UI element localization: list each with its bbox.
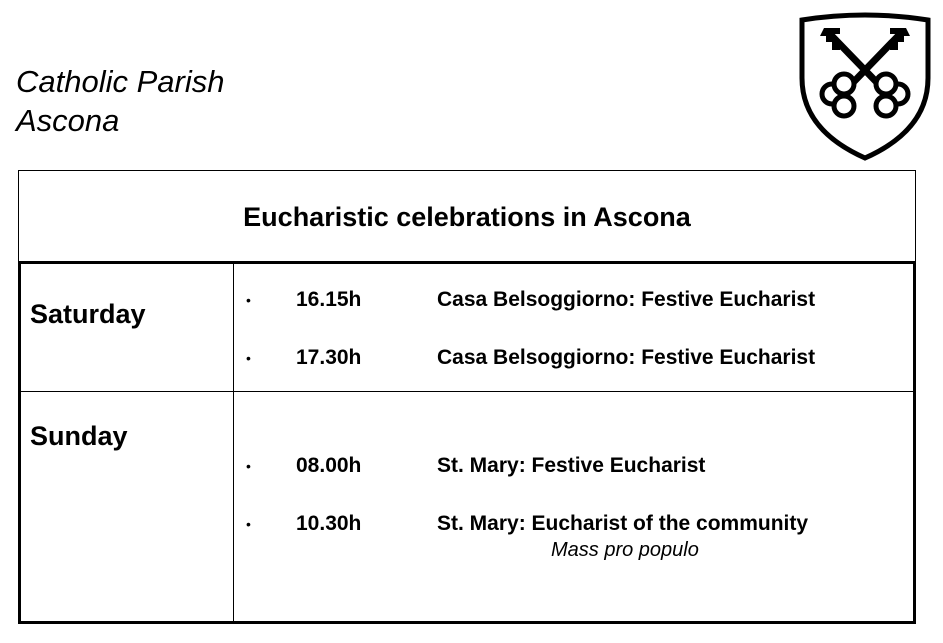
schedule-table: [18, 170, 916, 624]
service-time: 08.00h: [296, 454, 362, 477]
service-time: 10.30h: [296, 512, 362, 535]
service-note: Mass pro populo: [551, 539, 699, 561]
parish-name-line-1: Catholic Parish: [16, 64, 225, 99]
column-divider: [233, 264, 234, 621]
day-label-saturday: Saturday: [30, 299, 146, 329]
parish-name: [16, 62, 224, 140]
schedule-title: Eucharistic celebrations in Ascona: [18, 170, 916, 263]
bullet: •: [246, 458, 251, 474]
day-label-sunday: Sunday: [30, 421, 128, 451]
crossed-keys-shield-icon: [796, 12, 934, 162]
service-time: 17.30h: [296, 346, 362, 369]
row-divider: [21, 391, 913, 392]
bullet: •: [246, 516, 251, 532]
service-description: St. Mary: Festive Eucharist: [437, 454, 706, 477]
service-time: 16.15h: [296, 288, 362, 311]
service-description: Casa Belsoggiorno: Festive Eucharist: [437, 346, 816, 369]
service-description: St. Mary: Eucharist of the community: [437, 512, 809, 535]
service-description: Casa Belsoggiorno: Festive Eucharist: [437, 288, 816, 311]
bullet: •: [246, 350, 251, 366]
schedule-grid: [18, 261, 916, 624]
parish-name-line-2: Ascona: [16, 103, 120, 138]
bullet: •: [246, 292, 251, 308]
